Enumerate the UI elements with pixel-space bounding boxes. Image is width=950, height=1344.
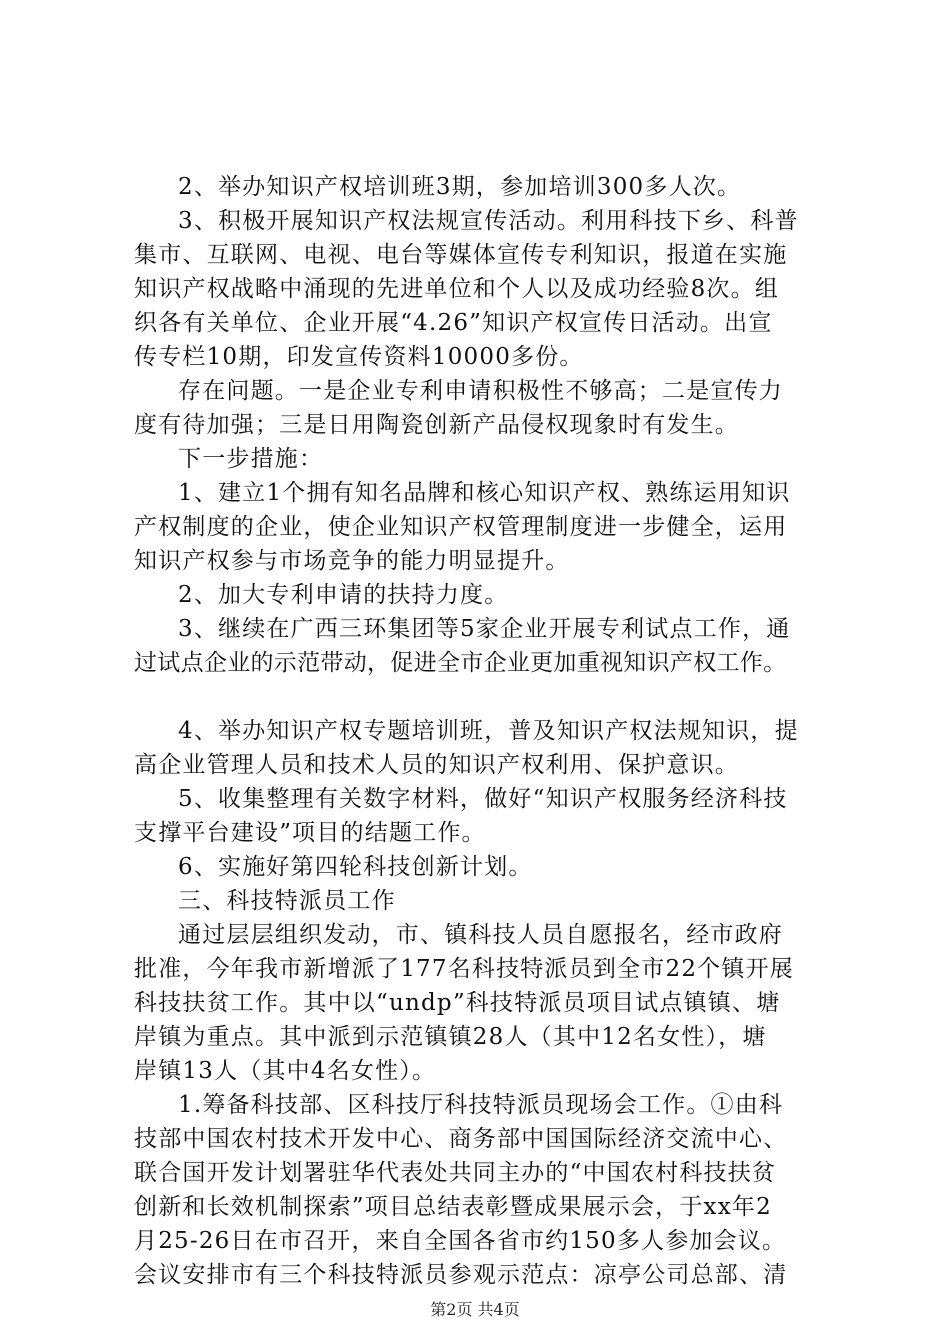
paragraph-line: 批准，今年我市新增派了177名科技特派员到全市22个镇开展 [134, 956, 794, 982]
paragraph-line: 通过层层组织发动，市、镇科技人员自愿报名，经市政府 [178, 922, 783, 948]
paragraph-line: 产权制度的企业，使企业知识产权管理制度进一步健全，运用 [134, 514, 788, 540]
paragraph-line: 知识产权战略中涌现的先进单位和个人以及成功经验8次。组 [134, 276, 780, 302]
paragraph-line: 5、收集整理有关数字材料，做好“知识产权服务经济科技 [178, 786, 788, 812]
paragraph-line: 存在问题。一是企业专利申请积极性不够高；二是宣传力 [178, 378, 783, 404]
paragraph-line: 3、继续在广西三环集团等5家企业开展专利试点工作，通 [178, 616, 791, 642]
page-number-footer: 第2页 共4页 [430, 1300, 520, 1319]
paragraph-line: 支撑平台建设”项目的结题工作。 [134, 820, 486, 846]
paragraph-line: 岸镇13人（其中4名女性）。 [134, 1058, 437, 1084]
paragraph-line: 创新和长效机制探索”项目总结表彰暨成果展示会，于xx年2 [134, 1194, 772, 1220]
paragraph-line: 度有待加强；三是日用陶瓷创新产品侵权现象时有发生。 [134, 412, 739, 438]
paragraph-line: 下一步措施： [178, 446, 324, 472]
paragraph-line: 联合国开发计划署驻华代表处共同主办的“中国农村科技扶贫 [134, 1160, 777, 1186]
paragraph-line: 岸镇为重点。其中派到示范镇镇28人（其中12名女性），塘 [134, 1024, 767, 1050]
paragraph-line: 科技扶贫工作。其中以“undp”科技特派员项目试点镇镇、塘 [134, 990, 781, 1016]
paragraph-line: 传专栏10期，印发宣传资料10000多份。 [134, 344, 584, 370]
paragraph-line: 月25-26日在市召开，来自全国各省市约150多人参加会议。 [134, 1228, 787, 1254]
section-heading: 三、科技特派员工作 [178, 888, 396, 914]
paragraph-line: 3、积极开展知识产权法规宣传活动。利用科技下乡、科普 [178, 208, 799, 234]
paragraph-line: 2、加大专利申请的扶持力度。 [178, 582, 509, 608]
paragraph-line: 4、举办知识产权专题培训班，普及知识产权法规知识，提 [178, 718, 799, 744]
paragraph-line: 1、建立1个拥有知名品牌和核心知识产权、熟练运用知识 [178, 480, 791, 506]
paragraph-line: 集市、互联网、电视、电台等媒体宣传专利知识，报道在实施 [134, 242, 788, 268]
paragraph-line: 会议安排市有三个科技特派员参观示范点：凉亭公司总部、清 [134, 1262, 788, 1288]
paragraph-line: 技部中国农村技术开发中心、商务部中国国际经济交流中心、 [134, 1126, 788, 1152]
paragraph-line: 2、举办知识产权培训班3期，参加培训300多人次。 [178, 174, 742, 200]
paragraph-line: 过试点企业的示范带动，促进全市企业更加重视知识产权工作。 [134, 650, 787, 676]
paragraph-line: 知识产权参与市场竞争的能力明显提升。 [134, 548, 570, 574]
paragraph-line: 6、实施好第四轮科技创新计划。 [178, 854, 533, 880]
paragraph-line: 织各有关单位、企业开展“4.26”知识产权宣传日活动。出宣 [134, 310, 773, 336]
paragraph-line: 高企业管理人员和技术人员的知识产权利用、保护意识。 [134, 752, 739, 778]
paragraph-line: 1.筹备科技部、区科技厅科技特派员现场会工作。①由科 [178, 1092, 784, 1118]
